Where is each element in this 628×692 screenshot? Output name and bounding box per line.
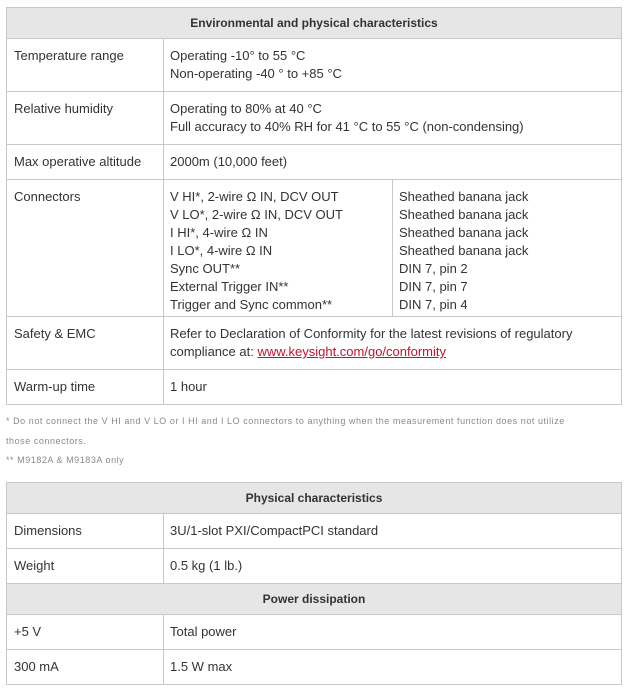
connector-type: DIN 7, pin 2 <box>399 261 468 276</box>
table-row <box>7 317 622 370</box>
connector-type: DIN 7, pin 7 <box>399 279 468 294</box>
connector-name: V HI*, 2-wire Ω IN, DCV OUT <box>170 189 339 204</box>
footnotes <box>6 412 618 471</box>
weight-value: 0.5 kg (1 lb.) <box>164 549 622 584</box>
dimensions-label: Dimensions <box>7 514 164 549</box>
footnote-1-line1: * Do not connect the V HI and V LO or I HI and I LO connectors to anything when the measurement function does not utilize <box>6 416 565 426</box>
table-row <box>7 39 622 92</box>
connector-name: Sync OUT** <box>170 261 241 276</box>
physical-table <box>6 482 622 685</box>
table-row <box>7 549 622 584</box>
connector-name: I HI*, 4-wire Ω IN <box>170 225 268 240</box>
connector-names <box>164 180 393 317</box>
safety-label: Safety & EMC <box>7 317 164 370</box>
safety-text-prefix: compliance at: <box>170 344 258 359</box>
temperature-value <box>164 39 622 92</box>
table-row <box>7 145 622 180</box>
humidity-value <box>164 92 622 145</box>
conformity-link[interactable]: www.keysight.com/go/conformity <box>257 344 447 359</box>
physical-table-title: Physical characteristics <box>7 483 622 514</box>
table-row <box>7 92 622 145</box>
connector-type: DIN 7, pin 4 <box>399 297 468 312</box>
temperature-label: Temperature range <box>7 39 164 92</box>
table-row <box>7 514 622 549</box>
altitude-value: 2000m (10,000 feet) <box>164 145 622 180</box>
warmup-label: Warm-up time <box>7 370 164 405</box>
power-dissipation-title: Power dissipation <box>7 584 622 615</box>
table-row <box>7 615 622 650</box>
safety-text: Refer to Declaration of Conformity for the latest revisions of regulatory <box>170 326 573 341</box>
environmental-table <box>6 7 622 405</box>
connector-name: Trigger and Sync common** <box>170 297 333 312</box>
humidity-operating: Operating to 80% at 40 °C <box>170 101 322 116</box>
connectors-label: Connectors <box>7 180 164 317</box>
table-row <box>7 180 622 317</box>
connector-name: V LO*, 2-wire Ω IN, DCV OUT <box>170 207 343 222</box>
humidity-label: Relative humidity <box>7 92 164 145</box>
connector-name: External Trigger IN** <box>170 279 289 294</box>
temperature-operating: Operating -10° to 55 °C <box>170 48 306 63</box>
humidity-accuracy: Full accuracy to 40% RH for 41 °C to 55 °C (non-condensing) <box>170 119 524 134</box>
table-row <box>7 370 622 405</box>
footnote-1 <box>6 412 618 451</box>
connector-types <box>393 180 622 317</box>
footnote-1-line2: those connectors. <box>6 435 87 446</box>
dimensions-value: 3U/1-slot PXI/CompactPCI standard <box>164 514 622 549</box>
environmental-table-title: Environmental and physical characteristics <box>7 8 622 39</box>
connector-type: Sheathed banana jack <box>399 243 529 258</box>
connector-type: Sheathed banana jack <box>399 225 529 240</box>
temperature-non-operating: Non-operating -40 ° to +85 °C <box>170 66 342 81</box>
table-row <box>7 650 622 685</box>
power-total-value: 1.5 W max <box>164 650 622 685</box>
power-total-label: Total power <box>164 615 622 650</box>
altitude-label: Max operative altitude <box>7 145 164 180</box>
power-voltage-label: +5 V <box>7 615 164 650</box>
connector-type: Sheathed banana jack <box>399 189 529 204</box>
footnote-2: ** M9182A & M9183A only <box>6 455 125 465</box>
weight-label: Weight <box>7 549 164 584</box>
connector-name: I LO*, 4-wire Ω IN <box>170 243 273 258</box>
power-current-value: 300 mA <box>7 650 164 685</box>
safety-text-line2 <box>170 343 615 361</box>
safety-value <box>164 317 622 370</box>
warmup-value: 1 hour <box>164 370 622 405</box>
connector-type: Sheathed banana jack <box>399 207 529 222</box>
